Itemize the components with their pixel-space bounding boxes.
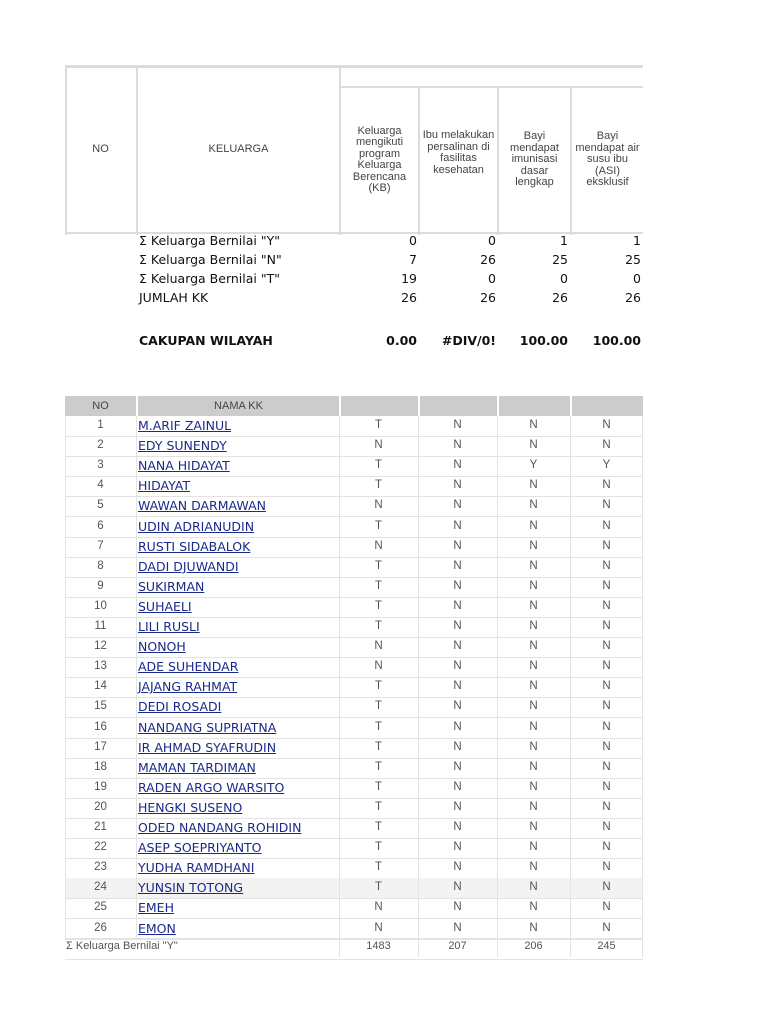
row-value: N xyxy=(453,579,462,592)
row-value: N xyxy=(374,499,383,512)
row-value: N xyxy=(374,539,383,552)
table-row xyxy=(65,416,643,437)
row-no: 19 xyxy=(94,780,107,793)
row-value: N xyxy=(453,459,462,472)
row-value: N xyxy=(602,841,611,854)
family-name-link[interactable]: NANA HIDAYAT xyxy=(138,458,230,474)
row-value: T xyxy=(374,780,383,793)
row-value: N xyxy=(529,640,538,653)
summary-value: 26 xyxy=(480,290,496,305)
family-name-link[interactable]: YUDHA RAMDHANI xyxy=(138,860,255,876)
table-row xyxy=(65,537,643,558)
row-value: N xyxy=(529,519,538,532)
summary-value: 0 xyxy=(560,271,568,286)
table-row xyxy=(65,858,643,879)
row-no: 9 xyxy=(97,579,104,592)
row-value: N xyxy=(602,419,611,431)
row-value: Y xyxy=(529,459,538,472)
table-row xyxy=(65,517,643,538)
table-row xyxy=(65,436,643,457)
header-indicator-persalinan: Ibu melakukan persalinan di fasilitas kesehatan xyxy=(422,129,495,176)
row-value: N xyxy=(529,559,538,572)
family-name-link[interactable]: LILI RUSLI xyxy=(138,619,200,634)
row-value: N xyxy=(529,760,538,773)
table-row xyxy=(65,617,643,638)
table-row xyxy=(65,758,643,779)
row-value: T xyxy=(374,559,383,572)
row-value: N xyxy=(529,780,538,793)
row-no: 20 xyxy=(94,800,107,813)
row-no: 13 xyxy=(94,660,107,673)
row-value: T xyxy=(374,841,383,854)
row-no: 26 xyxy=(94,921,107,934)
row-value: N xyxy=(529,419,538,431)
row-value: N xyxy=(529,720,538,733)
row-value: N xyxy=(529,579,538,592)
row-value: N xyxy=(602,620,611,632)
row-value: N xyxy=(529,599,538,612)
cakupan-label: CAKUPAN WILAYAH xyxy=(139,333,273,348)
summary-value: 25 xyxy=(625,252,641,267)
family-name-link[interactable]: UDIN ADRIANUDIN xyxy=(138,518,255,534)
row-value: N xyxy=(453,861,462,874)
row-no: 16 xyxy=(94,720,107,733)
family-name-link[interactable]: YUNSIN TOTONG xyxy=(138,880,244,896)
family-name-link[interactable]: WAWAN DARMAWAN xyxy=(138,498,266,514)
row-value: N xyxy=(453,921,462,934)
family-name-link[interactable]: EMEH xyxy=(138,900,174,916)
family-name-link[interactable]: EMON xyxy=(138,920,176,936)
table-row xyxy=(65,677,643,698)
summary-label: Σ Keluarga Bernilai "T" xyxy=(139,271,280,286)
row-value: N xyxy=(453,620,462,632)
row-value: N xyxy=(529,921,538,934)
family-name-link[interactable]: SUKIRMAN xyxy=(138,578,205,594)
row-value: N xyxy=(453,800,462,813)
cakupan-value: 100.00 xyxy=(519,333,568,348)
row-value: N xyxy=(602,740,611,753)
table-row xyxy=(65,476,643,497)
row-value: N xyxy=(529,499,538,512)
row-no: 4 xyxy=(97,479,104,492)
row-value: T xyxy=(374,579,383,592)
row-value: N xyxy=(453,720,462,733)
row-value: N xyxy=(602,921,611,934)
table-row xyxy=(65,778,643,799)
footer-value: 207 xyxy=(448,940,467,952)
row-no: 5 xyxy=(97,499,104,512)
summary-value: 7 xyxy=(409,252,417,267)
th-no: NO xyxy=(92,400,109,412)
row-value: N xyxy=(529,821,538,833)
row-value: T xyxy=(374,821,383,833)
row-value: N xyxy=(602,700,611,713)
table-row xyxy=(65,718,643,739)
family-name-link[interactable]: ODED NANDANG ROHIDIN xyxy=(138,820,302,835)
row-value: N xyxy=(529,740,538,753)
table-row xyxy=(65,456,643,477)
row-value: N xyxy=(374,439,383,452)
table-row xyxy=(65,657,643,678)
header-no: NO xyxy=(92,143,109,156)
row-value: N xyxy=(453,519,462,532)
row-no: 8 xyxy=(97,559,104,572)
summary-value: 26 xyxy=(625,290,641,305)
row-value: N xyxy=(602,680,611,693)
summary-value: 0 xyxy=(633,271,641,286)
row-value: T xyxy=(374,680,383,693)
row-value: N xyxy=(453,821,462,833)
row-no: 1 xyxy=(97,419,104,431)
table-row xyxy=(65,577,643,598)
table-row xyxy=(65,919,643,940)
row-value: N xyxy=(453,599,462,612)
table-row xyxy=(65,818,643,839)
row-value: N xyxy=(529,841,538,854)
family-name-link[interactable]: SUHAELI xyxy=(138,598,192,614)
row-value: T xyxy=(374,720,383,733)
family-name-link[interactable]: ADE SUHENDAR xyxy=(138,659,239,675)
family-name-link[interactable]: NONOH xyxy=(138,639,186,655)
row-value: N xyxy=(453,760,462,773)
row-value: N xyxy=(602,439,611,452)
table-row xyxy=(65,597,643,618)
row-value: N xyxy=(602,479,611,492)
row-value: N xyxy=(453,680,462,693)
row-value: N xyxy=(453,479,462,492)
row-value: N xyxy=(374,901,383,914)
table-row xyxy=(65,697,643,718)
row-value: N xyxy=(529,901,538,914)
row-value: N xyxy=(602,539,611,552)
row-value: Y xyxy=(602,459,611,472)
row-value: T xyxy=(374,740,383,753)
th-nama-kk: NAMA KK xyxy=(214,400,263,412)
row-value: T xyxy=(374,861,383,874)
row-value: N xyxy=(602,881,611,894)
row-no: 18 xyxy=(94,760,107,773)
row-value: N xyxy=(453,539,462,552)
row-value: N xyxy=(529,680,538,693)
family-name-link[interactable]: DEDI ROSADI xyxy=(138,699,222,715)
row-value: N xyxy=(374,660,383,673)
summary-value: 26 xyxy=(480,252,496,267)
family-name-link[interactable]: HENGKI SUSENO xyxy=(138,799,243,815)
row-value: N xyxy=(529,881,538,894)
row-value: T xyxy=(374,881,383,894)
row-no: 2 xyxy=(97,439,104,452)
header-indicator-asi: Bayi mendapat air susu ibu (ASI) eksklusif xyxy=(575,130,640,189)
summary-value: 1 xyxy=(633,233,641,248)
row-value: N xyxy=(453,660,462,673)
family-name-link[interactable]: IR AHMAD SYAFRUDIN xyxy=(138,739,277,755)
row-no: 6 xyxy=(97,519,104,532)
family-name-link[interactable]: NANDANG SUPRIATNA xyxy=(138,719,277,735)
row-no: 10 xyxy=(94,599,107,612)
table-row xyxy=(65,637,643,658)
family-name-link[interactable]: DADI DJUWANDI xyxy=(138,558,239,574)
row-no: 3 xyxy=(97,459,104,472)
row-no: 14 xyxy=(94,680,107,693)
indicator-header xyxy=(65,65,643,235)
table-footer xyxy=(65,938,643,960)
row-value: N xyxy=(529,861,538,874)
row-value: N xyxy=(453,780,462,793)
row-value: N xyxy=(602,519,611,532)
header-keluarga: KELUARGA xyxy=(208,143,269,156)
table-header xyxy=(65,396,643,416)
row-value: N xyxy=(602,780,611,793)
summary-value: 26 xyxy=(401,290,417,305)
family-name-link[interactable]: ASEP SOEPRIYANTO xyxy=(138,840,262,856)
table-row xyxy=(65,878,643,899)
summary-value: 25 xyxy=(552,252,568,267)
row-value: N xyxy=(602,499,611,512)
family-name-link[interactable]: M.ARIF ZAINUL xyxy=(138,418,232,433)
row-value: N xyxy=(602,861,611,874)
row-no: 17 xyxy=(94,740,107,753)
summary-label: JUMLAH KK xyxy=(139,290,209,305)
row-no: 23 xyxy=(94,861,107,874)
row-value: T xyxy=(374,760,383,773)
row-no: 7 xyxy=(97,539,104,552)
footer-value: 245 xyxy=(597,940,616,952)
row-no: 15 xyxy=(94,700,107,713)
row-value: N xyxy=(453,740,462,753)
summary-value: 0 xyxy=(409,233,417,248)
row-value: T xyxy=(374,620,383,632)
row-value: T xyxy=(374,419,383,431)
row-value: N xyxy=(602,660,611,673)
family-name-link[interactable]: RUSTI SIDABALOK xyxy=(138,538,251,554)
table-row xyxy=(65,798,643,819)
row-value: N xyxy=(453,419,462,431)
row-value: N xyxy=(374,921,383,934)
table-row xyxy=(65,898,643,919)
row-value: T xyxy=(374,519,383,532)
row-no: 25 xyxy=(94,901,107,914)
cakupan-value: 100.00 xyxy=(592,333,641,348)
row-value: T xyxy=(374,479,383,492)
row-value: N xyxy=(602,720,611,733)
row-value: N xyxy=(529,800,538,813)
summary-value: 26 xyxy=(552,290,568,305)
summary-value: 19 xyxy=(401,271,417,286)
row-value: N xyxy=(374,640,383,653)
cakupan-value: 0.00 xyxy=(386,333,417,348)
family-name-link[interactable]: EDY SUNENDY xyxy=(138,438,227,454)
summary-label: Σ Keluarga Bernilai "Y" xyxy=(139,233,280,248)
row-value: N xyxy=(453,901,462,914)
row-value: N xyxy=(529,660,538,673)
row-value: N xyxy=(529,539,538,552)
row-value: T xyxy=(374,599,383,612)
summary-label: Σ Keluarga Bernilai "N" xyxy=(139,252,282,267)
row-value: N xyxy=(529,479,538,492)
row-value: N xyxy=(602,640,611,653)
cakupan-value: #DIV/0! xyxy=(441,333,496,348)
table-row xyxy=(65,838,643,859)
row-value: N xyxy=(453,881,462,894)
row-value: N xyxy=(602,901,611,914)
row-value: T xyxy=(374,459,383,472)
row-value: N xyxy=(453,439,462,452)
family-name-link[interactable]: MAMAN TARDIMAN xyxy=(138,759,256,775)
row-value: N xyxy=(602,599,611,612)
header-indicator-kb: Keluarga mengikuti program Keluarga Berencana (KB) xyxy=(352,124,407,194)
row-value: N xyxy=(453,640,462,653)
family-name-link[interactable]: HIDAYAT xyxy=(138,478,190,494)
table-row xyxy=(65,496,643,517)
row-value: N xyxy=(529,620,538,632)
summary-value: 0 xyxy=(488,233,496,248)
table-row xyxy=(65,738,643,759)
row-no: 21 xyxy=(94,821,107,833)
row-no: 22 xyxy=(94,841,107,854)
row-no: 12 xyxy=(94,640,107,653)
row-no: 11 xyxy=(94,620,107,632)
footer-value: 206 xyxy=(524,940,543,952)
row-value: N xyxy=(602,559,611,572)
row-value: N xyxy=(602,821,611,833)
header-indicator-imunisasi: Bayi mendapat imunisasi dasar lengkap xyxy=(510,130,559,189)
family-name-link[interactable]: RADEN ARGO WARSITO xyxy=(138,779,285,795)
row-value: T xyxy=(374,800,383,813)
row-value: N xyxy=(602,760,611,773)
table-row xyxy=(65,557,643,578)
row-value: N xyxy=(602,579,611,592)
row-value: N xyxy=(529,439,538,452)
footer-label: Σ Keluarga Bernilai "Y" xyxy=(66,940,178,952)
summary-value: 0 xyxy=(488,271,496,286)
row-value: N xyxy=(529,700,538,713)
row-value: N xyxy=(453,559,462,572)
row-value: N xyxy=(453,499,462,512)
row-value: N xyxy=(602,800,611,813)
family-name-link[interactable]: JAJANG RAHMAT xyxy=(138,679,238,695)
row-value: N xyxy=(453,841,462,854)
row-value: T xyxy=(374,700,383,713)
row-no: 24 xyxy=(94,881,107,894)
row-value: N xyxy=(453,700,462,713)
summary-value: 1 xyxy=(560,233,568,248)
footer-value: 1483 xyxy=(366,940,391,952)
